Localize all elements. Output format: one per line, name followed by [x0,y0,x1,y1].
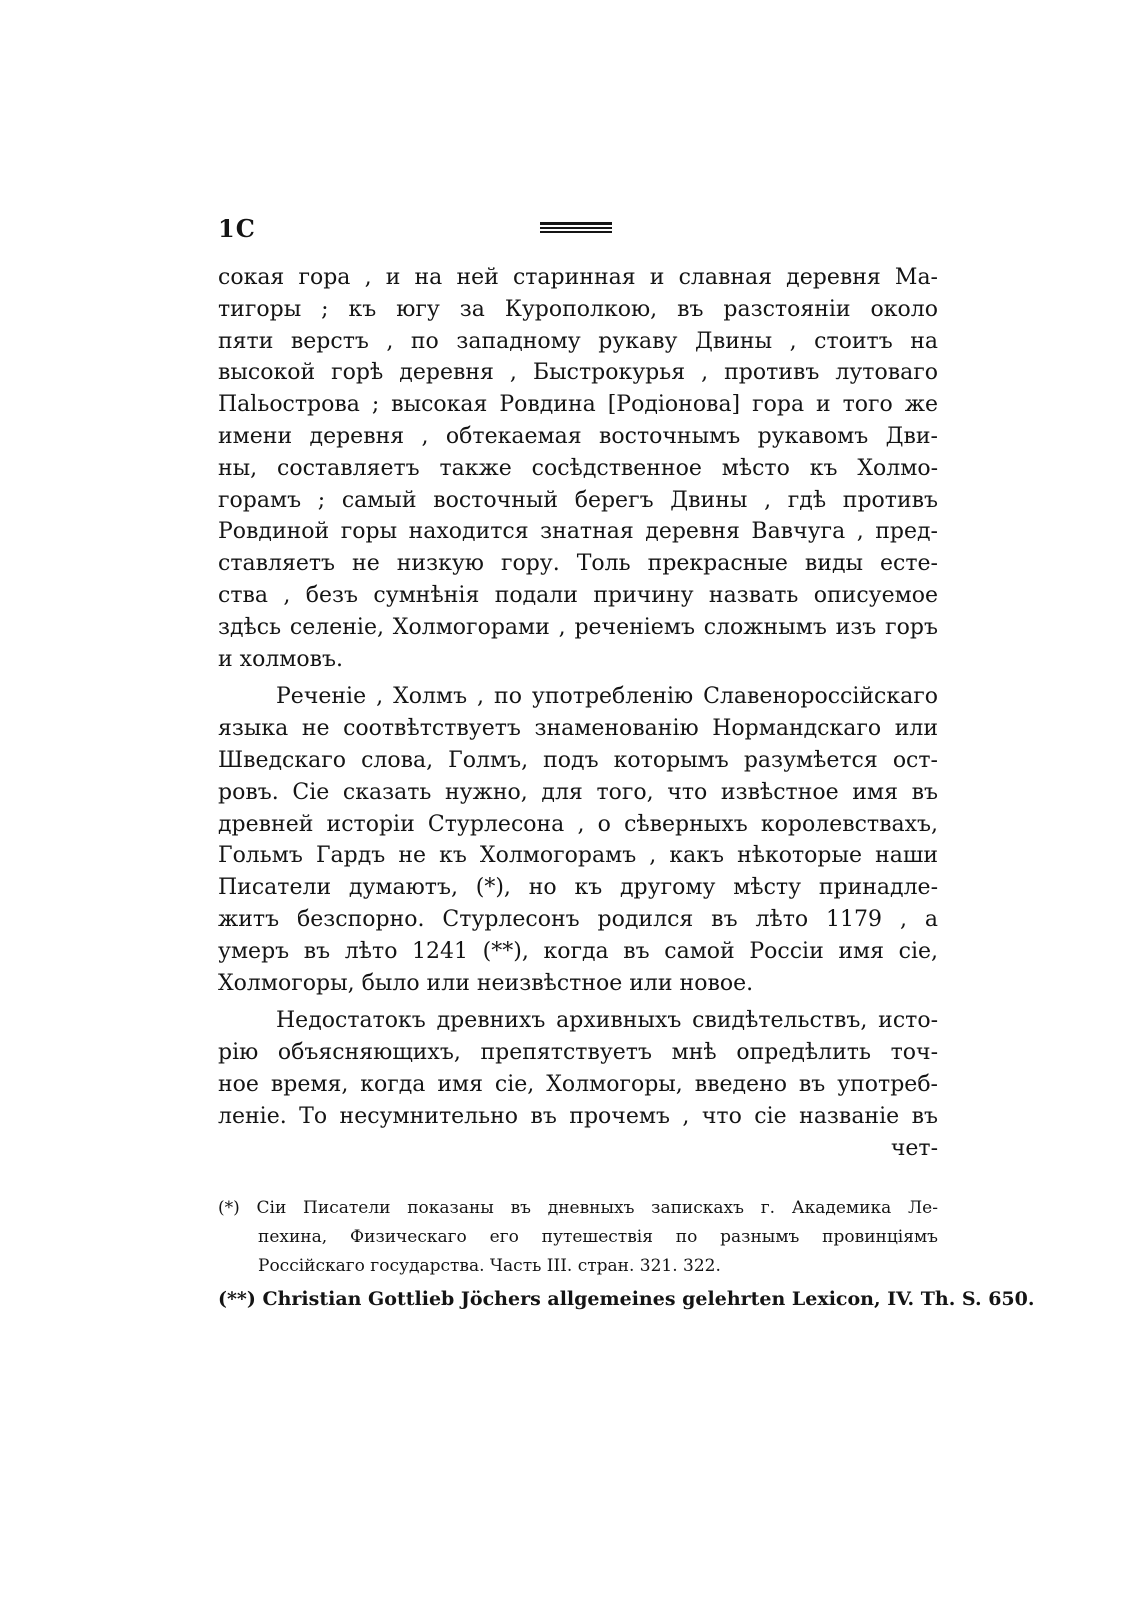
text-line: имени деревня , обтекаемая восточнымъ рукавомъ Дви- [218,423,938,449]
text-line: здѣсь селенiе, Холмогорами , реченiемъ сложнымъ изъ горъ [218,614,938,640]
text-line: житъ безспорно. Стурлесонъ родился въ лѣто 1179 , а [218,906,938,932]
footnotes [218,1194,1035,1314]
footnote-line: пехина, Физическаго его путешествiя по разнымъ провинцiямъ [258,1227,938,1247]
footnote-line: (*) Сiи Писатели показаны въ дневныхъ запискахъ г. Академика Ле- [218,1198,938,1218]
text-line: Холмогоры, было или неизвѣстное или новое. [218,970,754,996]
text-line: умеръ въ лѣто 1241 (**), когда въ самой Россiи имя сiе, [218,938,938,964]
footnote-2 [218,1285,1035,1314]
text-line: языка не соотвѣтствуетъ знаменованiю Нормандскаго или [218,716,938,742]
text-line: Гольмъ Гардъ не къ Холмогорамъ , какъ нѣкоторые наши [218,843,938,869]
text-line: пяти верстъ , по западному рукаву Двины , стоитъ на [218,328,938,354]
text-line: сокая гора , и на ней старинная и славная деревня Ма- [218,265,938,290]
text-line: Паlьостровa ; высокая Ровдина [Родiонова] гора и того же [218,392,938,418]
text-line: древней исторiи Стурлесона , о сѣверныхъ королевствахъ, [218,811,938,837]
catchword: чет- [890,1135,938,1161]
text-line: Недостатокъ древнихъ архивныхъ свидѣтельствъ, исто- [276,1008,938,1034]
text-line: высокой горѣ деревня , Быстрокурья , противъ лутоваго [218,360,938,386]
page-header [218,214,938,244]
page-number: 1C [218,214,256,243]
text-line: Шведскаго слова, Голмъ, подъ которымъ разумѣется ост- [218,747,938,773]
text-line: ства , безъ сумнѣнiя подали причину назвать описуемое [218,582,938,608]
text-line: ровъ. Сiе сказать нужно, для того, что извѣстное имя въ [218,779,938,805]
footnote-line: (**) Christian Gottlieb Jöchers allgemeines gelehrten Lexicon, IV. Th. S. 650. [218,1288,1035,1310]
text-line: Ровдиной горы находится знатная деревня Вавчуга , пред- [218,519,938,545]
text-line: тигоры ; къ югу за Курополкою, въ разстоянiи около [218,296,938,322]
footnote-1 [218,1194,938,1281]
paragraph-3 [218,1005,938,1164]
text-line: ленiе. То несумнительно въ прочемъ , что сiе названiе въ [218,1103,938,1129]
paragraph-2 [218,681,938,999]
text-line: ное время, когда имя сiе, Холмогоры, введено въ употреб- [218,1071,938,1097]
footnote-line: Россiйскаго государства. Часть III. стран. 321. 322. [258,1256,721,1276]
text-line: и холмовъ. [218,646,344,672]
paragraph-1 [218,262,938,675]
header-ornament [540,222,612,232]
text-line: горамъ ; самый восточный берегъ Двины , гдѣ противъ [218,487,938,513]
text-line: Реченiе , Холмъ , по употребленiю Славенороссiйскаго [276,684,938,710]
text-line: ставляетъ не низкую гору. Толь прекрасные виды есте- [218,551,938,577]
text-line: ны, составляетъ также сосѣдственное мѣсто къ Холмо- [218,455,938,481]
text-line: рiю объясняющихъ, препятствуетъ мнѣ опредѣлить точ- [218,1040,938,1066]
text-line: Писатели думаютъ, (*), но къ другому мѣсту принадле- [218,875,938,901]
body-text [218,262,938,1164]
